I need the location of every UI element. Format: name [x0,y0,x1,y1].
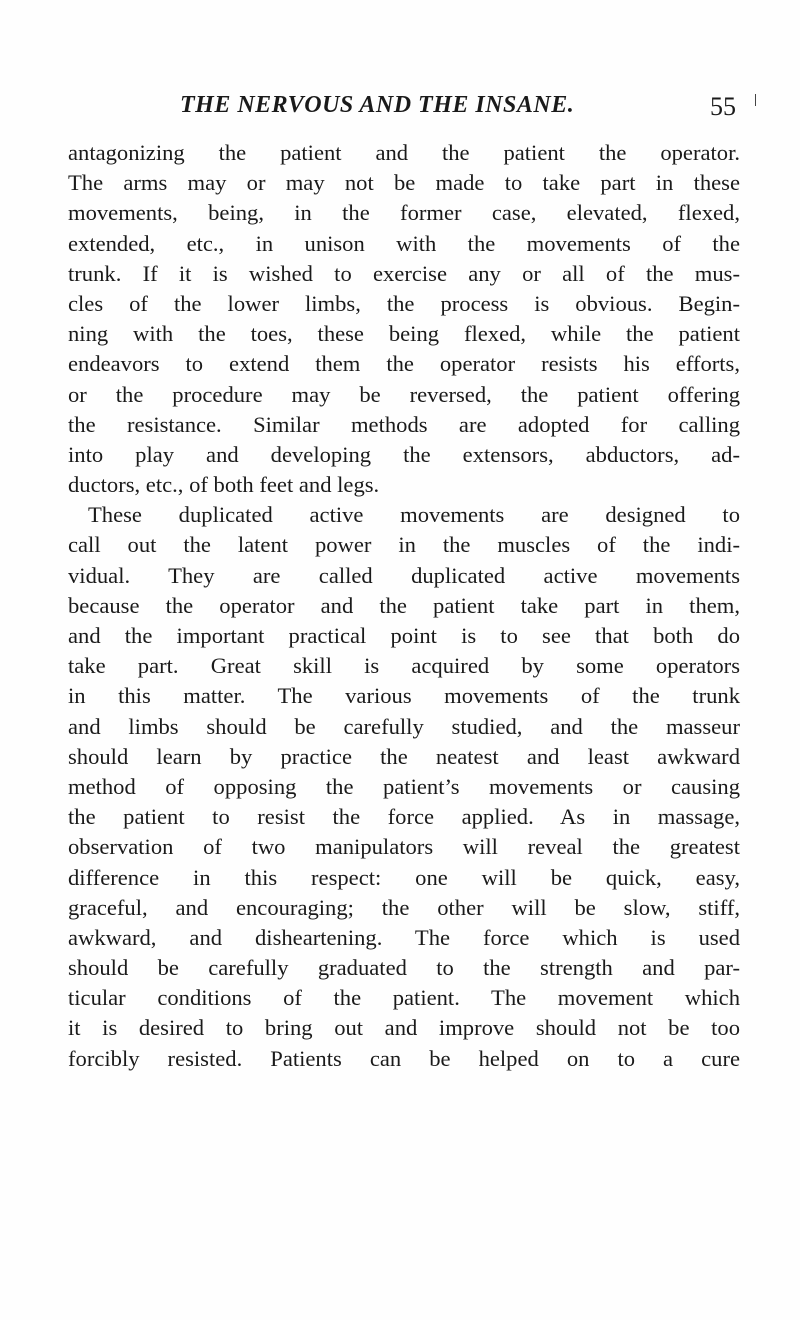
text-line: take part. Great skill is acquired by some operators [68,653,740,679]
page-number: 55 [710,92,736,121]
text-line: extended, etc., in unison with the movements of the [68,230,740,256]
text-line: observation of two manipulators will reveal the greatest [68,834,740,860]
text-line: ductors, etc., of both feet and legs. [68,472,380,498]
text-line: into play and developing the extensors, abductors, ad- [68,441,740,467]
running-title: THE NERVOUS AND THE INSANE. [180,92,575,118]
text-line: or the procedure may be reversed, the patient offering [68,381,740,407]
text-line: These duplicated active movements are designed to [88,502,740,528]
text-line: and limbs should be carefully studied, and the masseur [68,713,740,739]
text-line: awkward, and disheartening. The force which is used [68,924,740,950]
text-line: call out the latent power in the muscles of the indi- [68,532,740,558]
text-line: should be carefully graduated to the strength and par- [68,955,740,981]
body-text [68,138,740,1074]
text-line: ticular conditions of the patient. The movement which [68,985,740,1011]
text-line: movements, being, in the former case, elevated, flexed, [68,200,740,226]
text-line: ning with the toes, these being flexed, while the patient [68,321,740,347]
text-line: trunk. If it is wished to exercise any or all of the mus- [68,260,740,286]
text-line: difference in this respect: one will be quick, easy, [68,864,740,890]
text-line: cles of the lower limbs, the process is obvious. Begin- [68,290,740,316]
running-head [68,90,740,130]
text-line: The arms may or may not be made to take part in these [68,170,740,196]
text-line: the patient to resist the force applied. As in massage, [68,804,740,830]
text-line: should learn by practice the neatest and least awkward [68,743,740,769]
text-line: endeavors to extend them the operator resists his efforts, [68,351,740,377]
margin-mark [755,94,756,106]
text-line: method of opposing the patient’s movements or causing [68,773,740,799]
text-line: it is desired to bring out and improve should not be too [68,1015,740,1041]
text-line: graceful, and encouraging; the other will be slow, stiff, [68,894,740,920]
text-line: in this matter. The various movements of the trunk [68,683,740,709]
text-line: vidual. They are called duplicated active movements [68,562,740,588]
text-line: antagonizing the patient and the patient the operator. [68,140,740,165]
text-line: because the operator and the patient take part in them, [68,592,740,618]
text-line: the resistance. Similar methods are adopted for calling [68,411,740,437]
text-line: forcibly resisted. Patients can be helped on to a cure [68,1045,740,1071]
text-line: and the important practical point is to see that both do [68,623,740,648]
